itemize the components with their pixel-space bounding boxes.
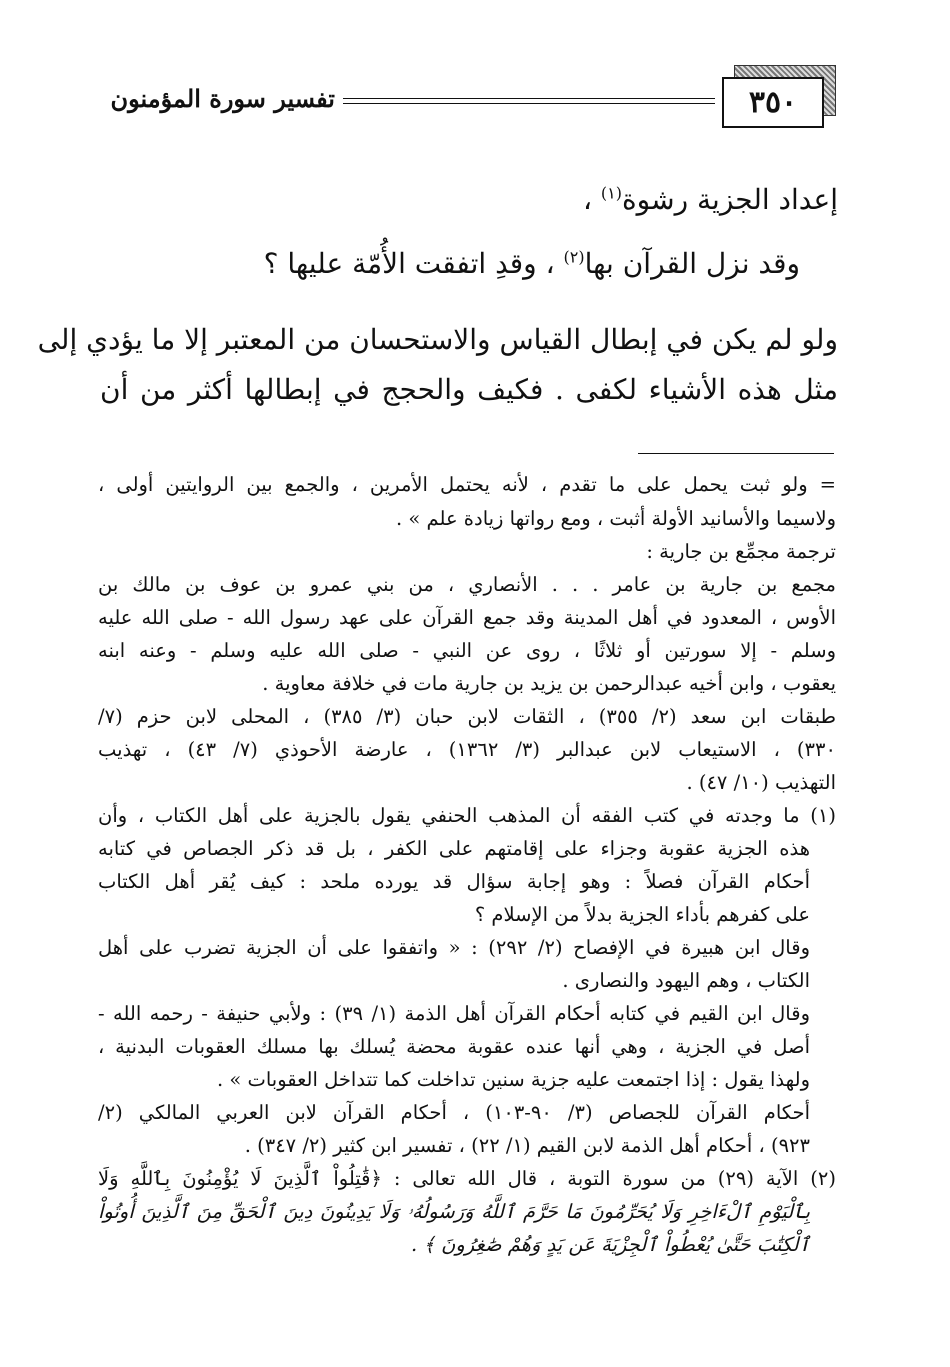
footnote-1-line: ٩٢٣) ، أحكام أهل الذمة لابن القيم (١/ ٢٢) ، تفسير ابن كثير (٢/ ٣٤٧) .	[244, 1134, 810, 1157]
footnote-separator	[638, 453, 834, 454]
body-text: إعداد الجزية رشوة	[622, 183, 838, 216]
body-line-1	[583, 180, 838, 220]
footnote-1-line: أحكام القرآن للجصاص (٣/ ٩٠-١٠٣) ، أحكام القرآن لابن العربي المالكي (٢/	[98, 1101, 811, 1124]
running-title: تفسير سورة المؤمنون	[110, 84, 335, 113]
footnote-ref-2: (٢)	[563, 247, 585, 267]
footnote-2-line: ٱلْكِتَٰبَ حَتَّىٰ يُعْطُواْ ٱلْجِزْيَةَ عَن يَدٍ وَهُمْ صَٰغِرُونَ ﴾ .	[411, 1233, 810, 1256]
footnote-line: مجمع بن جارية بن عامر . . . الأنصاري ، من بني عمرو بن عوف بن مالك بن	[98, 573, 836, 596]
footnote-line: ولاسيما والأسانيد الأولة أثبت ، ومع رواتها زيادة علم » .	[396, 507, 836, 530]
footnote-line: وسلم - إلا سورتين أو ثلاثًا ، روى عن النبي - صلى الله عليه وسلم - وعنه ابنه	[98, 639, 836, 662]
footnote-line: ترجمة مجمِّع بن جارية :	[646, 540, 836, 563]
body-line-3: ولو لم يكن في إبطال القياس والاستحسان من المعتبر إلا ما يؤدي إلى	[37, 323, 838, 356]
footnote-1-line: وقال ابن القيم في كتابه أحكام القرآن أهل الذمة (١/ ٣٩) : ولأبي حنيفة - رحمه الله -	[98, 1002, 810, 1025]
body-text: وقد نزل القرآن بها	[584, 247, 800, 280]
body-line-4: مثل هذه الأشياء لكفى . فكيف والحجج في إبطالها أكثر من أن	[100, 373, 838, 406]
footnote-line: طبقات ابن سعد (٢/ ٣٥٥) ، الثقات لابن حبان (٣/ ٣٨٥) ، المحلى لابن حزم (٧/	[98, 705, 836, 728]
footnote-1-line: أصل في الجزية ، وهي أنها عنده عقوبة محضة يُسلك بها مسلك العقوبات البدنية ،	[98, 1035, 810, 1058]
footnote-1-line: هذه الجزية عقوبة وجزاء على إقامتهم على الكفر ، بل قد ذكر الجصاص في كتابه	[98, 837, 810, 860]
header-rule	[343, 98, 715, 104]
footnote-2-line: (٢) الآية (٢٩) من سورة التوبة ، قال الله تعالى : ﴿قَٰتِلُواْ ٱلَّذِينَ لَا يُؤْمِنُونَ بِٱللَّهِ وَلَا	[98, 1167, 836, 1190]
footnote-1-line: ولهذا يقول : إذا اجتمعت عليه جزية سنين تداخلت كما تتداخل العقوبات » .	[216, 1068, 810, 1091]
footnote-1-line: على كفرهم بأداء الجزية بدلاً من الإسلام ؟	[474, 903, 810, 926]
body-text: ،	[582, 183, 601, 216]
footnote-line: = ولو ثبت يحمل على ما تقدم ، لأنه يحتمل الأمرين ، والجمع بين الروايتين أولى ،	[98, 473, 836, 496]
footnote-2-line: بِٱلْيَوْمِ ٱلْءَاخِرِ وَلَا يُحَرِّمُونَ مَا حَرَّمَ ٱللَّهُ وَرَسُولُهُۥ وَلَا يَدِينُونَ دِينَ ٱلْحَقِّ مِنَ ٱلَّذِينَ أُوتُواْ	[98, 1200, 810, 1223]
footnote-line: ٣٣٠) ، الاستيعاب لابن عبدالبر (٣/ ١٣٦٢) ، عارضة الأحوذي (٧/ ٤٣) ، تهذيب	[98, 738, 836, 761]
footnote-1-line: أحكام القرآن فصلاً : وهو إجابة سؤال قد يورده ملحد : كيف يُقر أهل الكتاب	[98, 870, 810, 893]
footnote-line: التهذيب (١٠/ ٤٧) .	[686, 771, 836, 794]
footnote-line: الأوس ، المعدود في أهل المدينة وقد جمع القرآن على عهد رسول الله - صلى الله عليه	[98, 606, 836, 629]
body-text: ، وقدِ اتفقت الأُمّة عليها ؟	[263, 247, 564, 280]
footnote-1-line: وقال ابن هبيرة في الإفصاح (٢/ ٢٩٢) : « واتفقوا على أن الجزية تضرب على أهل	[98, 936, 810, 959]
body-line-2	[264, 244, 800, 284]
footnote-1-line: (١) ما وجدته في كتب الفقه أن المذهب الحنفي يقول بالجزية على أهل الكتاب ، وأن	[98, 804, 836, 827]
footnote-ref-1: (١)	[600, 183, 622, 203]
page-number: ٣٥٠	[722, 77, 824, 128]
footnote-1-line: الكتاب ، وهم اليهود والنصارى .	[562, 969, 810, 992]
footnote-line: يعقوب ، وابن أخيه عبدالرحمن بن يزيد بن جارية مات في خلافة معاوية .	[262, 672, 836, 695]
